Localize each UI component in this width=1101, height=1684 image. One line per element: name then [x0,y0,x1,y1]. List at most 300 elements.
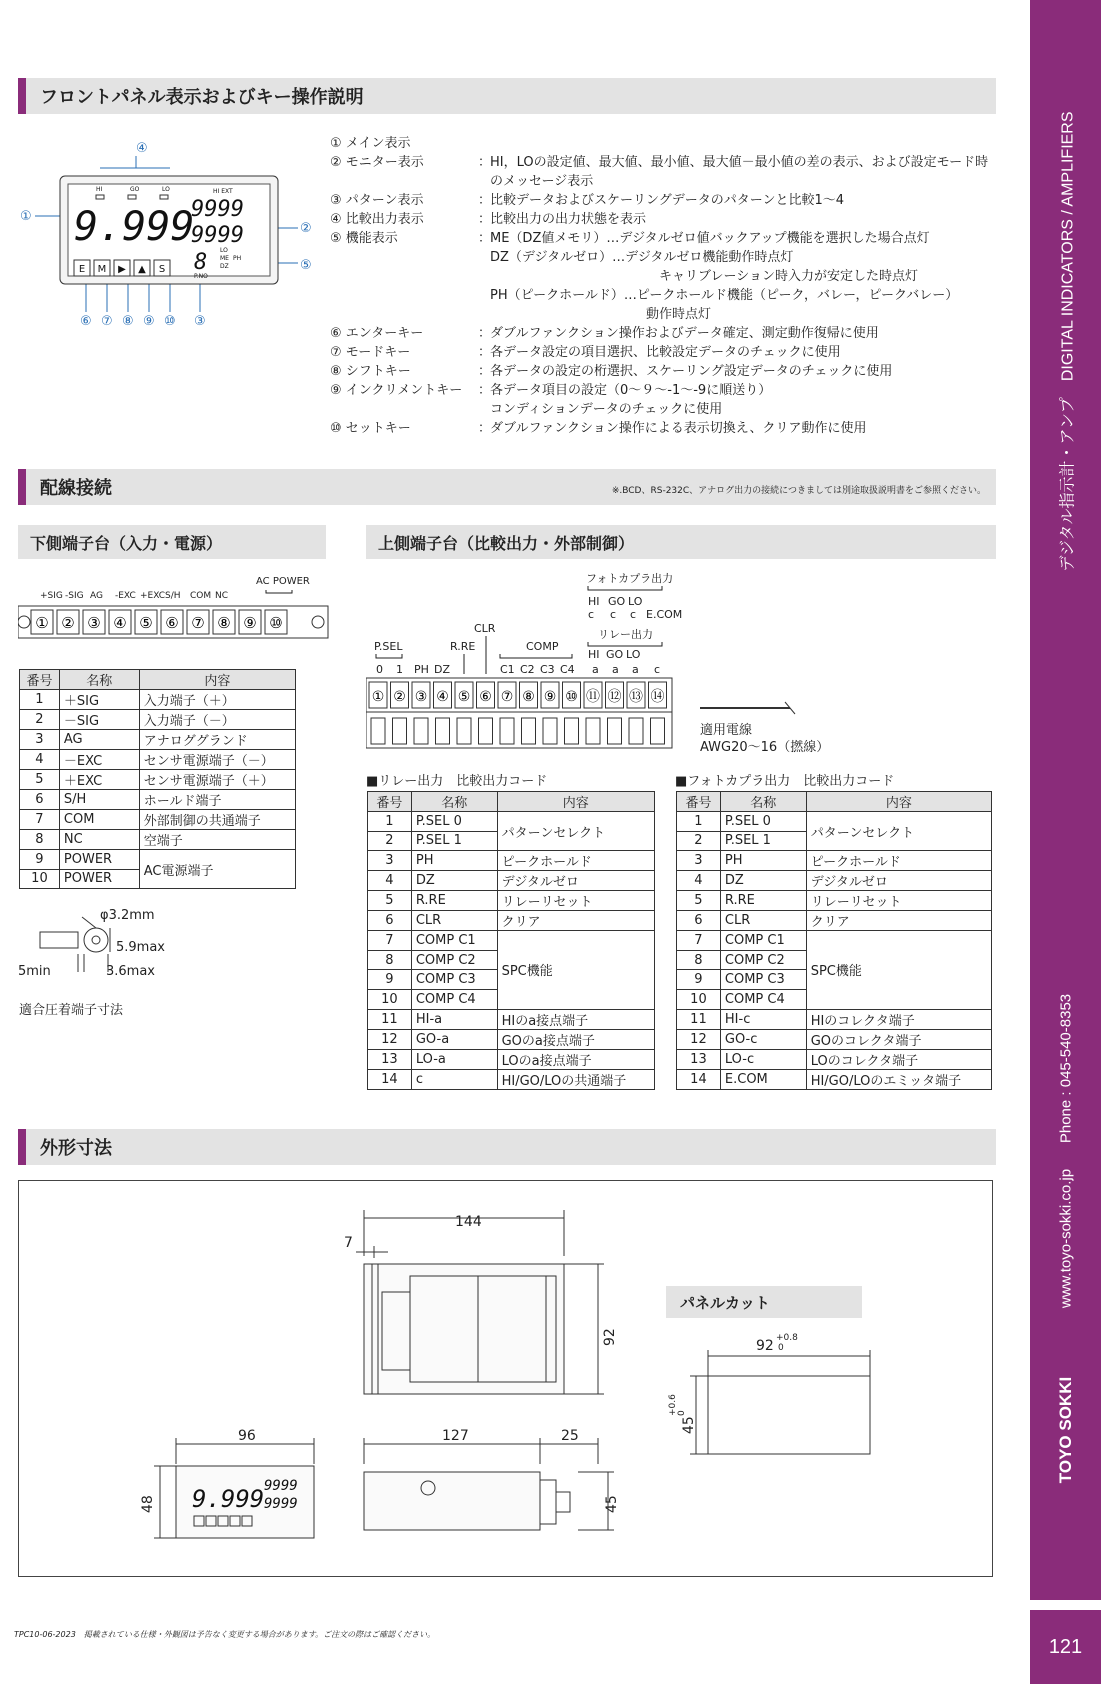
section-title-text: フロントパネル表示およびキー操作説明 [40,87,364,108]
table-row [677,911,992,931]
label-dz: DZ [220,263,229,270]
table-cell: 14 [677,1069,721,1089]
table-cell: 14 [368,1069,412,1089]
callout-9: ⑨ [143,314,155,329]
table-cell: 5 [677,891,721,911]
mounting-screw-icon [18,616,30,628]
description-value: ダブルファンクション操作による表示切換え、クリア動作に使用 [490,421,867,436]
table-cell: 入力端子（＋） [139,690,295,710]
panel-cut-height: 45 [681,1416,697,1434]
table-cell: パターンセレクト [806,812,991,851]
table-row [20,730,296,750]
table-cell: 8 [368,950,412,970]
table-cell: PH [720,851,806,871]
table-row [677,1009,992,1029]
lower-terminal-number: ⑤ [139,614,153,632]
table-cell: 8 [677,950,721,970]
mode-key-label: M [97,264,107,275]
table-cell: AG [59,730,139,750]
description-key: ⑥ エンターキー [330,326,424,341]
ac-power-label: AC POWER [256,576,310,587]
photo-c-1: c [588,608,595,621]
upper-terminal-title: 上側端子台（比較出力・外部制御） [366,525,996,559]
description-colon [478,134,490,153]
comp-c1: C1 [500,663,515,676]
table-row [368,1049,655,1069]
table-cell: 3 [677,851,721,871]
table-cell: パターンセレクト [497,812,654,851]
lower-terminal-number: ⑧ [217,614,231,632]
sidebar [1030,0,1101,1600]
table-header-row [677,792,992,812]
table-cell: ピークホールド [806,851,991,871]
table-cell: 3 [20,730,60,750]
crimp-diameter: φ3.2mm [100,908,155,923]
dim-top-offset: 7 [344,1235,353,1251]
table-header-cell: 番号 [677,792,721,812]
table-row [20,770,296,790]
psel-0: 0 [376,663,383,676]
table-row [20,750,296,770]
table-row [368,931,655,951]
table-cell: 11 [677,1009,721,1029]
description-colon: ： [478,155,492,170]
dim-side-extension: 25 [561,1428,579,1444]
monitor-display-2: 9999 [191,223,244,248]
lower-terminal-label: S/H [165,591,181,601]
description-value: HI，LOの設定値、最大値、最小値、最大値－最小値の差の表示、および設定モード時のメッセージ表示 [490,155,989,189]
label-lo-small: LO [220,247,228,254]
description-value: 動作時点灯 [490,307,712,322]
relay-lo: LO [626,648,641,661]
table-cell: GOのa接点端子 [497,1029,654,1049]
table-cell: 12 [677,1029,721,1049]
table-cell: 1 [368,812,412,832]
table-cell: 6 [677,911,721,931]
lower-terminal-number: ⑥ [165,614,179,632]
upper-terminal-slot [522,718,536,744]
description-row [330,305,1000,324]
table-cell: LOのa接点端子 [497,1049,654,1069]
panel-cut-width-tol-dn: 0 [778,1343,784,1353]
dim-side-width: 127 [442,1428,469,1444]
upper-terminal-slot [371,718,385,744]
photo-go: GO [608,595,626,608]
description-row [330,134,1000,153]
description-value [490,134,1000,153]
table-cell: －EXC [59,750,139,770]
table-cell: 6 [20,790,60,810]
label-hi: HI [96,186,103,193]
label-lo: LO [162,186,170,193]
table-header-row [20,670,296,690]
wiring-note: ※.BCD、RS-232C、アナログ出力の接続につきましては別途取扱説明書をご参照ください。 [611,486,986,496]
table-row [677,891,992,911]
description-row [330,419,1000,438]
table-row [368,891,655,911]
dimension-drawing [18,1180,993,1577]
wire-icon [700,700,800,720]
table-cell: 6 [368,911,412,931]
table-header-cell: 内容 [497,792,654,812]
upper-terminal-slot [565,718,579,744]
table-row [677,1049,992,1069]
table-cell: 4 [368,871,412,891]
section-front-panel-title [18,78,996,114]
table-cell: COMP C4 [411,989,497,1009]
table-cell: 9 [368,970,412,990]
callout-8: ⑧ [122,314,134,329]
table-cell: HI/GO/LOのエミッタ端子 [806,1069,991,1089]
photo-output-table [676,791,992,1090]
table-row [677,812,992,832]
table-cell: P.SEL 0 [720,812,806,832]
table-cell: E.COM [720,1069,806,1089]
relay-c: c [654,663,661,676]
table-cell: 12 [368,1029,412,1049]
description-value: 比較データおよびスケーリングデータのパターンと比較1～4 [490,193,845,208]
relay-a-2: a [612,663,619,676]
dim-front-width: 96 [238,1428,256,1444]
table-cell: クリア [806,911,991,931]
section-title-text: 配線接続 [40,478,112,499]
upper-terminal-number: ⑫ [607,689,622,705]
table-cell: ホールド端子 [139,790,295,810]
lower-terminal-number: ⑩ [269,614,283,632]
table-cell: COM [59,810,139,830]
dz-label: DZ [434,663,451,676]
comp-c3: C3 [540,663,555,676]
table-header-row [368,792,655,812]
table-cell: SPC機能 [497,931,654,1009]
table-row [20,810,296,830]
table-cell: SPC機能 [806,931,991,1009]
photo-hi: HI [588,595,600,608]
description-key: ⑩ セットキー [330,421,411,436]
table-cell: CLR [720,911,806,931]
upper-terminal-number: ⑪ [586,689,600,705]
description-row [330,210,1000,229]
upper-terminal-slot [500,718,514,744]
monitor-display-1: 9999 [191,197,244,222]
upper-terminal-slot [414,718,428,744]
panel-cut-width: 92 [756,1338,774,1354]
lower-terminal-number: ③ [87,614,101,632]
relay-table-caption: ■リレー出力 比較出力コード [366,774,548,789]
lower-terminal-label: -EXC [115,591,136,601]
description-colon: ： [478,231,492,246]
table-row [368,871,655,891]
description-value: 各データ設定の項目選択、比較設定データのチェックに使用 [490,345,841,360]
description-colon: ： [478,345,492,360]
lower-terminal-label: NC [215,591,229,601]
table-cell: 2 [677,831,721,851]
table-header-cell: 内容 [139,670,295,690]
table-cell: R.RE [720,891,806,911]
table-row [677,871,992,891]
upper-terminal-number: ⑨ [543,689,557,705]
description-row [330,286,1000,305]
table-cell: CLR [411,911,497,931]
table-cell: HI-a [411,1009,497,1029]
table-row [20,830,296,850]
table-row [368,1009,655,1029]
table-cell: 9 [20,850,60,870]
table-cell: 1 [20,690,60,710]
wire-spec-1: 適用電線 [700,723,753,738]
upper-terminal-slot [608,718,622,744]
description-colon: ： [478,421,492,436]
relay-a-1: a [592,663,599,676]
table-cell: LOのコレクタ端子 [806,1049,991,1069]
table-cell: 5 [368,891,412,911]
table-cell: ＋SIG [59,690,139,710]
front-view-display: 9.999 [192,1485,265,1513]
table-cell: P.SEL 0 [411,812,497,832]
label-pno: P.NO [194,273,208,280]
upper-terminal-number: ① [371,689,385,705]
table-row [368,1029,655,1049]
table-row [20,690,296,710]
table-cell: 1 [677,812,721,832]
enter-key-label: E [78,264,86,275]
front-view-sub2: 9999 [264,1496,298,1512]
photo-c-3: c [630,608,637,621]
increment-key-label: ▲ [138,264,146,275]
table-header-cell: 名称 [411,792,497,812]
photo-output-label: フォトカプラ出力 [586,572,674,585]
table-row [677,1069,992,1089]
table-cell: NC [59,830,139,850]
section-wiring-title [18,469,996,505]
table-header-cell: 番号 [20,670,60,690]
upper-terminal-number: ④ [436,689,449,705]
upper-terminal-number: ⑧ [522,689,535,705]
dim-top-width: 144 [455,1214,482,1230]
lower-terminal-number: ⑨ [243,614,257,632]
table-cell: S/H [59,790,139,810]
upper-terminal-number: ⑩ [565,689,578,705]
table-cell: 7 [20,810,60,830]
upper-terminal-slot [651,718,665,744]
relay-go: GO [606,648,624,661]
table-cell: c [411,1069,497,1089]
crimp-length: 3.6max [106,964,155,979]
table-cell: ピークホールド [497,851,654,871]
table-cell: P.SEL 1 [720,831,806,851]
table-cell: HI-c [720,1009,806,1029]
table-row [20,710,296,730]
table-cell: HIのa接点端子 [497,1009,654,1029]
relay-hi: HI [588,648,600,661]
table-cell: 9 [677,970,721,990]
comp-c2: C2 [520,663,535,676]
description-row [330,229,1000,248]
lower-terminal-label: +EXC [140,591,166,601]
description-row [330,381,1000,400]
mounting-screw-icon [312,616,324,628]
shift-key-label: ▶ [118,264,126,275]
table-row [368,911,655,931]
dim-side-height: 45 [604,1495,620,1513]
description-colon: ： [478,383,492,398]
sidebar-website: www.toyo-sokki.co.jp [1057,1168,1074,1309]
table-row [368,851,655,871]
label-go: GO [130,186,140,193]
description-row [330,191,1000,210]
table-cell: COMP C3 [720,970,806,990]
table-cell: COMP C3 [411,970,497,990]
upper-terminal-slot [586,718,600,744]
table-cell: GOのコレクタ端子 [806,1029,991,1049]
upper-terminal-number: ⑦ [500,689,514,705]
panel-cut-height-tol-dn: 0 [677,1410,687,1416]
description-row [330,267,1000,286]
table-cell: COMP C1 [411,931,497,951]
clr-label: CLR [474,622,496,635]
table-row [20,850,296,870]
table-cell: POWER [59,850,139,870]
description-row [330,153,1000,191]
table-cell: アナロググランド [139,730,295,750]
upper-terminal-number: ⑥ [479,689,492,705]
table-cell: デジタルゼロ [806,871,991,891]
table-cell: COMP C2 [720,950,806,970]
upper-terminal-number: ③ [414,689,428,705]
panel-cut-height-tol-up: +0.6 [668,1394,678,1416]
rre-label: R.RE [450,640,476,653]
callout-5: ⑤ [300,258,312,273]
label-ph: PH [233,255,242,262]
comp-label: COMP [526,640,559,653]
description-value: PH（ピークホールド）…ピークホールド機能（ピーク，バレー，ピークバレー） [490,288,959,303]
table-cell: 11 [368,1009,412,1029]
callout-7: ⑦ [101,314,113,329]
table-cell: センサ電源端子（－） [139,750,295,770]
description-row [330,248,1000,267]
table-header-cell: 名称 [59,670,139,690]
description-key: ④ 比較出力表示 [330,212,424,227]
callout-2: ② [300,221,312,236]
table-cell: DZ [411,871,497,891]
photo-table-caption: ■フォトカプラ出力 比較出力コード [675,774,895,789]
table-row [677,931,992,951]
lower-terminal-number: ⑦ [191,614,205,632]
table-cell: GO-a [411,1029,497,1049]
description-colon: ： [478,193,492,208]
panel-cut-width-tol-up: +0.8 [776,1333,798,1343]
lower-terminal-table [19,669,296,889]
table-cell: 入力端子（－） [139,710,295,730]
table-cell: GO-c [720,1029,806,1049]
description-value: キャリブレーション時入力が安定した時点灯 [490,269,918,284]
section-dimensions-title [18,1129,996,1165]
table-cell: 4 [677,871,721,891]
wire-spec-2: AWG20～16（撚線） [700,740,830,755]
description-key: ① メイン表示 [330,136,411,151]
table-cell: 13 [677,1049,721,1069]
upper-terminal-block [366,570,696,756]
upper-terminal-number: ⑭ [650,689,665,705]
photo-lo: LO [628,595,643,608]
description-key: ⑦ モードキー [330,345,411,360]
callout-6: ⑥ [80,314,92,329]
table-header-cell: 名称 [720,792,806,812]
table-cell: デジタルゼロ [497,871,654,891]
table-cell: 10 [368,989,412,1009]
table-cell: センサ電源端子（＋） [139,770,295,790]
upper-terminal-slot [479,718,493,744]
table-cell: LO-a [411,1049,497,1069]
front-view-sub1: 9999 [264,1478,298,1494]
table-row [20,790,296,810]
description-value: ダブルファンクション操作およびデータ確定、測定動作復帰に使用 [490,326,879,341]
dim-front-height: 48 [140,1495,156,1513]
table-cell: P.SEL 1 [411,831,497,851]
table-cell: 2 [368,831,412,851]
upper-terminal-slot [457,718,471,744]
description-value: 各データの設定の桁選択、スケーリング設定データのチェックに使用 [490,364,893,379]
callout-3: ③ [194,314,206,329]
upper-terminal-slot [543,718,557,744]
table-cell: 10 [677,989,721,1009]
table-cell: PH [411,851,497,871]
table-cell: 8 [20,830,60,850]
relay-output-label: リレー出力 [598,628,653,641]
comp-c4: C4 [560,663,575,676]
description-key: ⑨ インクリメントキー [330,383,463,398]
set-key-label: S [158,264,166,275]
description-row [330,343,1000,362]
upper-terminal-slot [629,718,643,744]
footer-note: TPC10-06-2023 掲載されている仕様・外観図は予告なく変更する場合があります。ご注文の際はご確認ください。 [14,1630,436,1639]
sidebar-category: デジタル指示計・アンプ DIGITAL INDICATORS / AMPLIFIERS [1059,111,1076,572]
callout-10: ⑩ [164,314,176,329]
table-cell: AC電源端子 [139,850,295,889]
upper-terminal-number: ② [393,689,406,705]
table-header-cell: 内容 [806,792,991,812]
psel-1: 1 [396,663,403,676]
table-header-cell: 番号 [368,792,412,812]
table-cell: 10 [20,869,60,889]
description-row [330,400,1000,419]
table-cell: COMP C1 [720,931,806,951]
relay-output-table [367,791,655,1090]
front-panel-diagram [18,136,318,336]
table-cell: 2 [20,710,60,730]
table-cell: 7 [368,931,412,951]
table-cell: HIのコレクタ端子 [806,1009,991,1029]
table-cell: リレーリセット [497,891,654,911]
page-number: 121 [1030,1610,1101,1684]
table-cell: 空端子 [139,830,295,850]
description-colon: ： [478,212,492,227]
photo-c-2: c [610,608,617,621]
front-panel-descriptions [330,134,1000,438]
table-cell: DZ [720,871,806,891]
description-key: ⑧ シフトキー [330,364,411,379]
sidebar-phone: Phone : 045-540-8353 [1057,993,1074,1144]
table-cell: HI/GO/LOの共通端子 [497,1069,654,1089]
table-cell: 外部制御の共通端子 [139,810,295,830]
description-key: ③ パターン表示 [330,193,424,208]
crimp-min: 5min [18,964,51,979]
table-cell: 5 [20,770,60,790]
table-cell: 4 [20,750,60,770]
upper-terminal-number: ⑤ [457,689,471,705]
dim-top-height: 92 [602,1328,618,1346]
lower-terminal-block [18,572,330,642]
